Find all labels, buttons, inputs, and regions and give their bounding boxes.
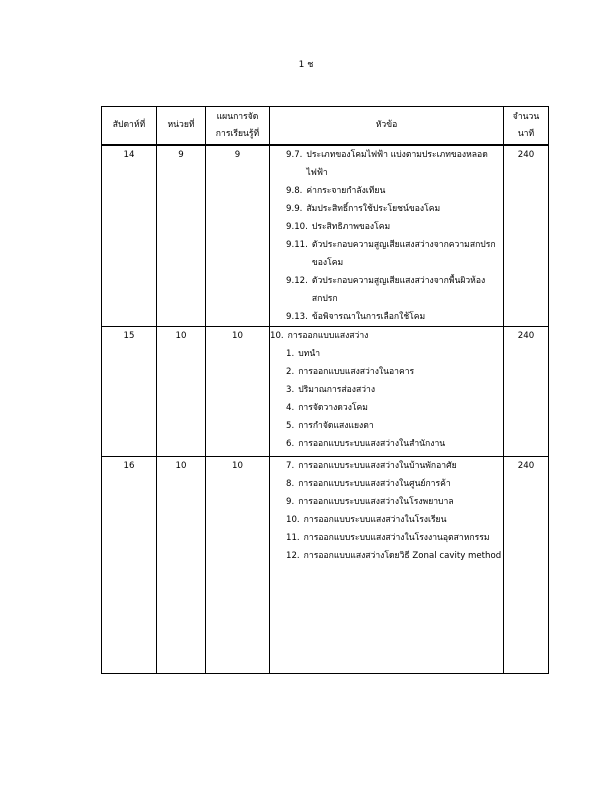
table-row <box>102 327 549 457</box>
topic-number: 9.13. <box>286 312 308 322</box>
topic-item <box>270 475 503 493</box>
topic-text: การออกแบบแสงสว่างโดยวิธี Zonal cavity method <box>303 551 502 561</box>
table-row <box>102 457 549 674</box>
minutes-cell: 240 <box>504 145 549 327</box>
course-schedule-table <box>101 106 549 674</box>
header-plan-line2: การเรียนรู้ที่ <box>215 128 260 139</box>
header-plan <box>206 107 270 146</box>
topic-item <box>270 200 503 218</box>
topic-item <box>270 146 503 182</box>
header-unit: หน่วยที่ <box>157 107 206 146</box>
plan-cell: 10 <box>206 457 270 674</box>
topic-text: ค่ากระจายกำลังเทียน <box>306 186 386 196</box>
topic-item <box>270 381 503 399</box>
table-header-row <box>102 107 549 146</box>
topic-number: 3. <box>286 385 295 395</box>
header-minutes-line2: นาที <box>517 128 535 139</box>
header-topic: หัวข้อ <box>270 107 504 146</box>
topic-number: 1. <box>286 349 295 359</box>
page-header: 1 ช <box>298 60 314 70</box>
topic-number: 9. <box>286 497 295 507</box>
topic-text: การออกแบบระบบแสงสว่างในบ้านพักอาศัย <box>298 461 457 471</box>
topic-number: 7. <box>286 461 295 471</box>
topic-text: ปริมาณการส่องสว่าง <box>298 385 376 395</box>
topic-number: 2. <box>286 367 295 377</box>
week-cell: 14 <box>102 145 157 327</box>
topic-number: 9.11. <box>286 240 308 250</box>
topic-item <box>270 182 503 200</box>
topic-heading <box>270 327 503 345</box>
header-week: สัปดาห์ที่ <box>102 107 157 146</box>
week-cell: 16 <box>102 457 157 674</box>
topic-number: 8. <box>286 479 295 489</box>
topic-item <box>270 493 503 511</box>
topic-number: 12. <box>286 551 300 561</box>
table-row <box>102 145 549 327</box>
topic-item <box>270 272 503 308</box>
header-minutes <box>504 107 549 146</box>
topic-text: การออกแบบระบบแสงสว่างในโรงเรียน <box>303 515 447 525</box>
topic-item <box>270 547 503 565</box>
topic-number: 9.7. <box>286 150 303 160</box>
header-minutes-line1: จำนวน <box>512 111 540 122</box>
topic-item <box>270 457 503 475</box>
topic-text: การจัดวางดวงโคม <box>298 403 368 413</box>
topic-text: ตัวประกอบความสูญเสียแสงสว่างจากความสกปรกของโคม <box>311 240 496 268</box>
topic-number: 10. <box>270 331 284 341</box>
topic-item <box>270 435 503 453</box>
topic-item <box>270 529 503 547</box>
plan-cell: 9 <box>206 145 270 327</box>
topic-item <box>270 511 503 529</box>
topics-cell <box>270 327 504 457</box>
topic-number: 6. <box>286 439 295 449</box>
topic-number: 11. <box>286 533 300 543</box>
topic-text: การออกแบบระบบแสงสว่างในสำนักงาน <box>298 439 446 449</box>
topic-number: 4. <box>286 403 295 413</box>
topic-item <box>270 308 503 326</box>
topic-text: สัมประสิทธิ์การใช้ประโยชน์ของโคม <box>306 204 441 214</box>
topics-cell <box>270 457 504 674</box>
topic-text: การออกแบบระบบแสงสว่างในโรงงานอุตสาหกรรม <box>303 533 490 543</box>
topic-item <box>270 218 503 236</box>
topic-number: 9.10. <box>286 222 308 232</box>
topic-number: 9.9. <box>286 204 303 214</box>
topic-number: 10. <box>286 515 300 525</box>
topic-text: การออกแบบแสงสว่าง <box>287 331 369 341</box>
topic-text: ตัวประกอบความสูญเสียแสงสว่างจากพื้นผิวห้องสกปรก <box>311 276 486 304</box>
topic-number: 9.12. <box>286 276 308 286</box>
topic-item <box>270 236 503 272</box>
week-cell: 15 <box>102 327 157 457</box>
topic-item <box>270 399 503 417</box>
topic-text: การออกแบบระบบแสงสว่างในศูนย์การค้า <box>298 479 451 489</box>
topics-cell <box>270 145 504 327</box>
topic-number: 9.8. <box>286 186 303 196</box>
topic-number: 5. <box>286 421 295 431</box>
topic-text: บทนำ <box>298 349 321 359</box>
unit-cell: 9 <box>157 145 206 327</box>
topic-text: ข้อพิจารณาในการเลือกใช้โคม <box>311 312 426 322</box>
unit-cell: 10 <box>157 327 206 457</box>
plan-cell: 10 <box>206 327 270 457</box>
minutes-cell: 240 <box>504 327 549 457</box>
topic-text: การกำจัดแสงแยงตา <box>298 421 374 431</box>
header-plan-line1: แผนการจัด <box>216 111 259 122</box>
topic-text: ประสิทธิภาพของโคม <box>311 222 391 232</box>
topic-item <box>270 345 503 363</box>
topic-text: ประเภทของโคมไฟฟ้า แบ่งตามประเภทของหลอดไฟฟ้า <box>306 150 488 178</box>
topic-text: การออกแบบระบบแสงสว่างในโรงพยาบาล <box>298 497 454 507</box>
topic-text: การออกแบบแสงสว่างในอาคาร <box>298 367 415 377</box>
topic-item <box>270 363 503 381</box>
minutes-cell: 240 <box>504 457 549 674</box>
unit-cell: 10 <box>157 457 206 674</box>
topic-item <box>270 417 503 435</box>
